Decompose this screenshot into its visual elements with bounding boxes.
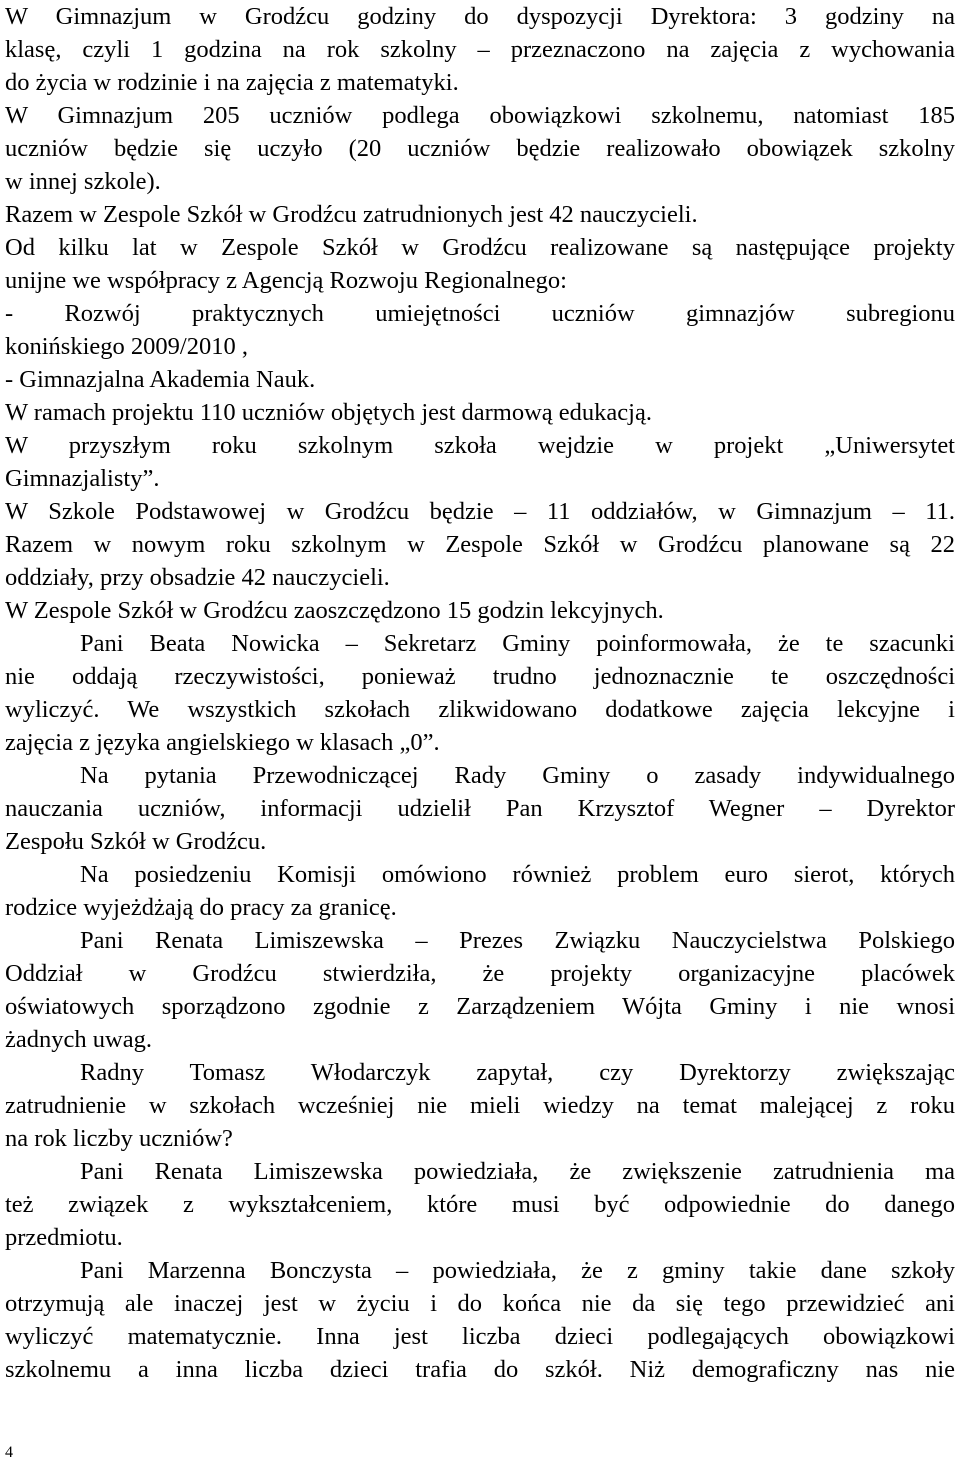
- text-line: przedmiotu.: [5, 1224, 123, 1251]
- text-line: - Gimnazjalna Akademia Nauk.: [5, 366, 316, 393]
- text-line: - Rozwój praktycznych umiejętności uczniów gimnazjów subregionu: [5, 300, 955, 327]
- text-line: Zespołu Szkół w Grodźcu.: [5, 828, 267, 855]
- text-line: W Gimnazjum w Grodźcu godziny do dyspozycji Dyrektora: 3 godziny na: [5, 3, 955, 30]
- text-line: uczniów będzie się uczyło (20 uczniów będzie realizowało obowiązek szkolny: [5, 135, 955, 162]
- text-line: w innej szkole).: [5, 168, 161, 195]
- text-line: też związek z wykształceniem, które musi być odpowiednie do danego: [5, 1191, 955, 1218]
- text-line: Razem w Zespole Szkół w Grodźcu zatrudnionych jest 42 nauczycieli.: [5, 201, 698, 228]
- text-line: Pani Beata Nowicka – Sekretarz Gminy poinformowała, że te szacunki: [80, 630, 955, 657]
- text-line: Radny Tomasz Włodarczyk zapytał, czy Dyrektorzy zwiększając: [80, 1059, 955, 1086]
- text-line: Pani Marzenna Bonczysta – powiedziała, że z gminy takie dane szkoły: [80, 1257, 955, 1284]
- text-line: otrzymują ale inaczej jest w życiu i do końca nie da się tego przewidzieć ani: [5, 1290, 955, 1317]
- text-line: Oddział w Grodźcu stwierdziła, że projekty organizacyjne placówek: [5, 960, 955, 987]
- text-line: żadnych uwag.: [5, 1026, 152, 1053]
- text-line: Razem w nowym roku szkolnym w Zespole Szkół w Grodźcu planowane są 22: [5, 531, 955, 558]
- text-line: wyliczyć. We wszystkich szkołach zlikwidowano dodatkowe zajęcia lekcyjne i: [5, 696, 955, 723]
- text-line: unijne we współpracy z Agencją Rozwoju Regionalnego:: [5, 267, 567, 294]
- text-line: nauczania uczniów, informacji udzielił Pan Krzysztof Wegner – Dyrektor: [5, 795, 955, 822]
- text-line: szkolnemu a inna liczba dzieci trafia do szkół. Niż demograficzny nas nie: [5, 1356, 955, 1383]
- text-line: nie oddają rzeczywistości, ponieważ trudno jednoznacznie te oszczędności: [5, 663, 955, 690]
- text-line: Pani Renata Limiszewska powiedziała, że zwiększenie zatrudnienia ma: [80, 1158, 955, 1185]
- text-line: wyliczyć matematycznie. Inna jest liczba dzieci podlegających obowiązkowi: [5, 1323, 955, 1350]
- text-line: W Szkole Podstawowej w Grodźcu będzie – 11 oddziałów, w Gimnazjum – 11.: [5, 498, 955, 525]
- text-line: do życia w rodzinie i na zajęcia z matematyki.: [5, 69, 459, 96]
- text-line: Od kilku lat w Zespole Szkół w Grodźcu realizowane są następujące projekty: [5, 234, 955, 261]
- text-line: Na posiedzeniu Komisji omówiono również problem euro sierot, których: [80, 861, 955, 888]
- text-line: Na pytania Przewodniczącej Rady Gminy o zasady indywidualnego: [80, 762, 955, 789]
- text-line: zajęcia z języka angielskiego w klasach „0”.: [5, 729, 440, 756]
- text-line: rodzice wyjeżdżają do pracy za granicę.: [5, 894, 397, 921]
- document-page: [5, 0, 955, 1386]
- text-line: W Zespole Szkół w Grodźcu zaoszczędzono 15 godzin lekcyjnych.: [5, 597, 664, 624]
- text-line: W ramach projektu 110 uczniów objętych jest darmową edukacją.: [5, 399, 652, 426]
- text-line: na rok liczby uczniów?: [5, 1125, 233, 1152]
- text-line: Pani Renata Limiszewska – Prezes Związku Nauczycielstwa Polskiego: [80, 927, 955, 954]
- page-number: 4: [5, 1444, 13, 1461]
- text-line: zatrudnienie w szkołach wcześniej nie mieli wiedzy na temat malejącej z roku: [5, 1092, 955, 1119]
- text-line: W przyszłym roku szkolnym szkoła wejdzie w projekt „Uniwersytet: [5, 432, 955, 459]
- text-line: W Gimnazjum 205 uczniów podlega obowiązkowi szkolnemu, natomiast 185: [5, 102, 955, 129]
- text-line: Gimnazjalisty”.: [5, 465, 160, 492]
- text-line: konińskiego 2009/2010 ,: [5, 333, 248, 360]
- text-line: oddziały, przy obsadzie 42 nauczycieli.: [5, 564, 390, 591]
- text-line: klasę, czyli 1 godzina na rok szkolny – przeznaczono na zajęcia z wychowania: [5, 36, 955, 63]
- text-line: oświatowych sporządzono zgodnie z Zarządzeniem Wójta Gminy i nie wnosi: [5, 993, 955, 1020]
